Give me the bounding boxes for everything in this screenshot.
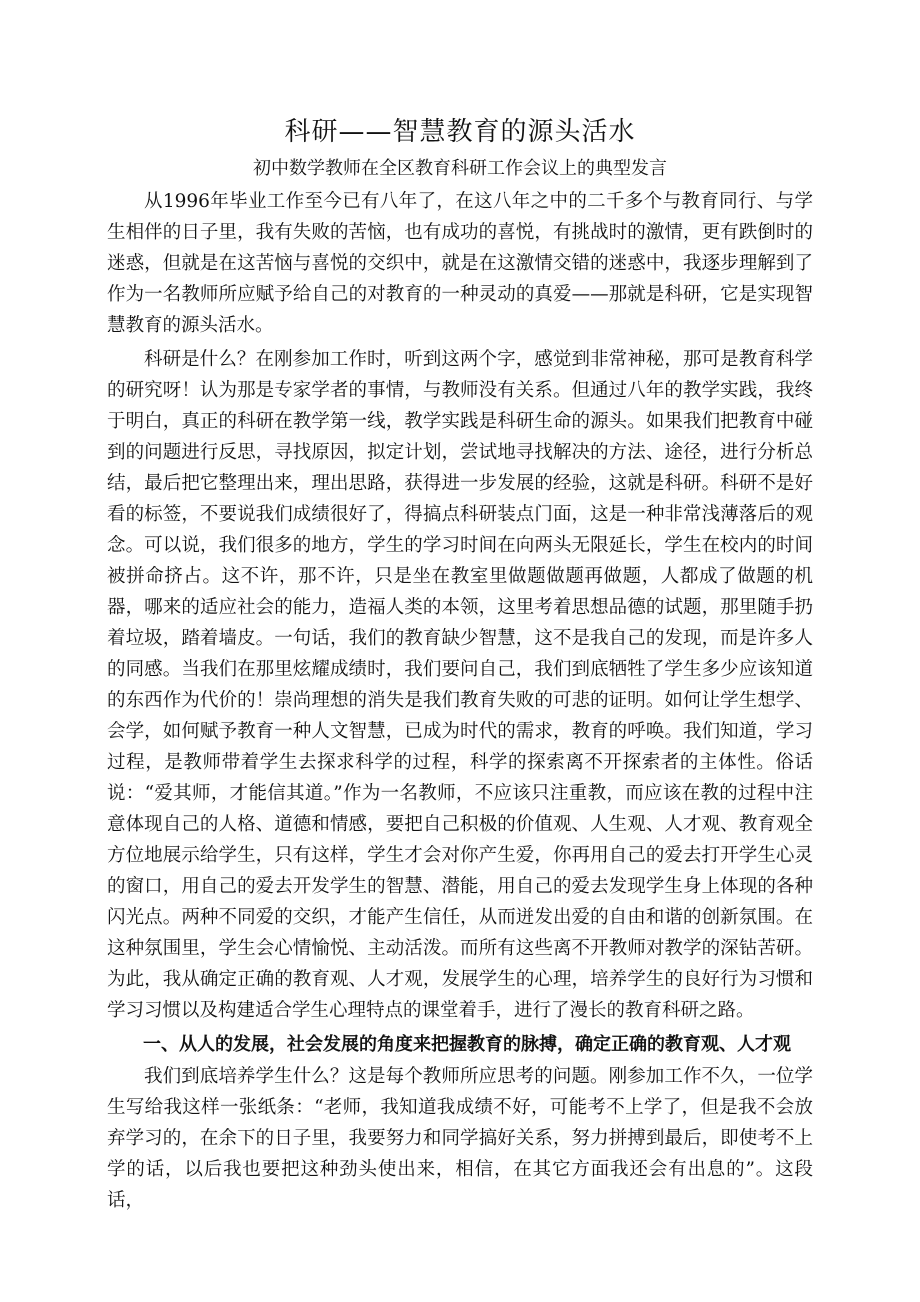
paragraph-intro: 从1996年毕业工作至今已有八年了，在这八年之中的二千多个与教育同行、与学生相伴的日子里，我有失败的苦恼，也有成功的喜悦，有挑战时的激情，更有跌倒时的迷惑，但就是在这苦恼与喜悦的交织中，就是在这激情交错的迷惑中，我逐步理解到了作为一名教师所应赋予给自己的对教育的一种灵动的真爱——那就是科研，它是实现智慧教育的源头活水。 bbox=[107, 191, 813, 336]
paragraph-section-one: 我们到底培养学生什么？这是每个教师所应思考的问题。刚参加工作不久，一位学生写给我这样一张纸条：“老师，我知道我成绩不好，可能考不上学了，但是我不会放弃学习的，在余下的日子里，我要努力和同学搞好关系，努力拼搏到最后，即使考不上学的话，以后我也要把这种劲头使出来，相信，在其它方面我还会有出息的”。这段话， bbox=[107, 1066, 813, 1211]
section-heading: 一、从人的发展，社会发展的角度来把握教育的脉搏，确定正确的教育观、人才观 bbox=[143, 1034, 791, 1055]
paragraph-what-is-research: 科研是什么？在刚参加工作时，听到这两个字，感觉到非常神秘，那可是教育科学的研究呀！认为那是专家学者的事情，与教师没有关系。但通过八年的教学实践，我终于明白，真正的科研在教学第一线，教学实践是科研生命的源头。如果我们把教育中碰到的问题进行反思，寻找原因，拟定计划，尝试地寻找解决的方法、途径，进行分析总结，最后把它整理出来，理出思路，获得进一步发展的经验，这就是科研。科研不是好看的标签，不要说我们成绩很好了，得搞点科研装点门面，这是一种非常浅薄落后的观念。可以说，我们很多的地方，学生的学习时间在向两头无限延长，学生在校内的时间被拼命挤占。这不许，那不许，只是坐在教室里做题做题再做题，人都成了做题的机器，哪来的适应社会的能力，造福人类的本领，这里考着思想品德的试题，那里随手扔着垃圾，踏着墙皮。一句话，我们的教育缺少智慧，这不是我自己的发现，而是许多人的同感。当我们在那里炫耀成绩时，我们要问自己，我们到底牺牲了学生多少应该知道的东西作为代价的！崇尚理想的消失是我们教育失败的可悲的证明。如何让学生想学、会学，如何赋予教育一种人文智慧，已成为时代的需求，教育的呼唤。我们知道，学习过程，是教师带着学生去探求科学的过程，科学的探索离不开探索者的主体性。俗话说：“爱其师，才能信其道。”作为一名教师，不应该只注重教，而应该在教的过程中注意体现自己的人格、道德和情感，要把自己积极的价值观、人生观、人才观、教育观全方位地展示给学生，只有这样，学生才会对你产生爱，你再用自己的爱去打开学生心灵的窗口，用自己的爱去开发学生的智慧、潜能，用自己的爱去发现学生身上体现的各种闪光点。两种不同爱的交织，才能产生信任，从而迸发出爱的自由和谐的创新氛围。在这种氛围里，学生会心情愉悦、主动活泼。而所有这些离不开教师对教学的深钻苦研。为此，我从确定正确的教育观、人才观，发展学生的心理，培养学生的良好行为习惯和学习习惯以及构建适合学生心理特点的课堂着手，进行了漫长的教育科研之路。 bbox=[107, 349, 813, 1021]
document-page bbox=[107, 112, 813, 1219]
document-subtitle: 初中数学教师在全区教育科研工作会议上的典型发言 bbox=[253, 158, 667, 179]
document-title: 科研——智慧教育的源头活水 bbox=[284, 117, 636, 147]
